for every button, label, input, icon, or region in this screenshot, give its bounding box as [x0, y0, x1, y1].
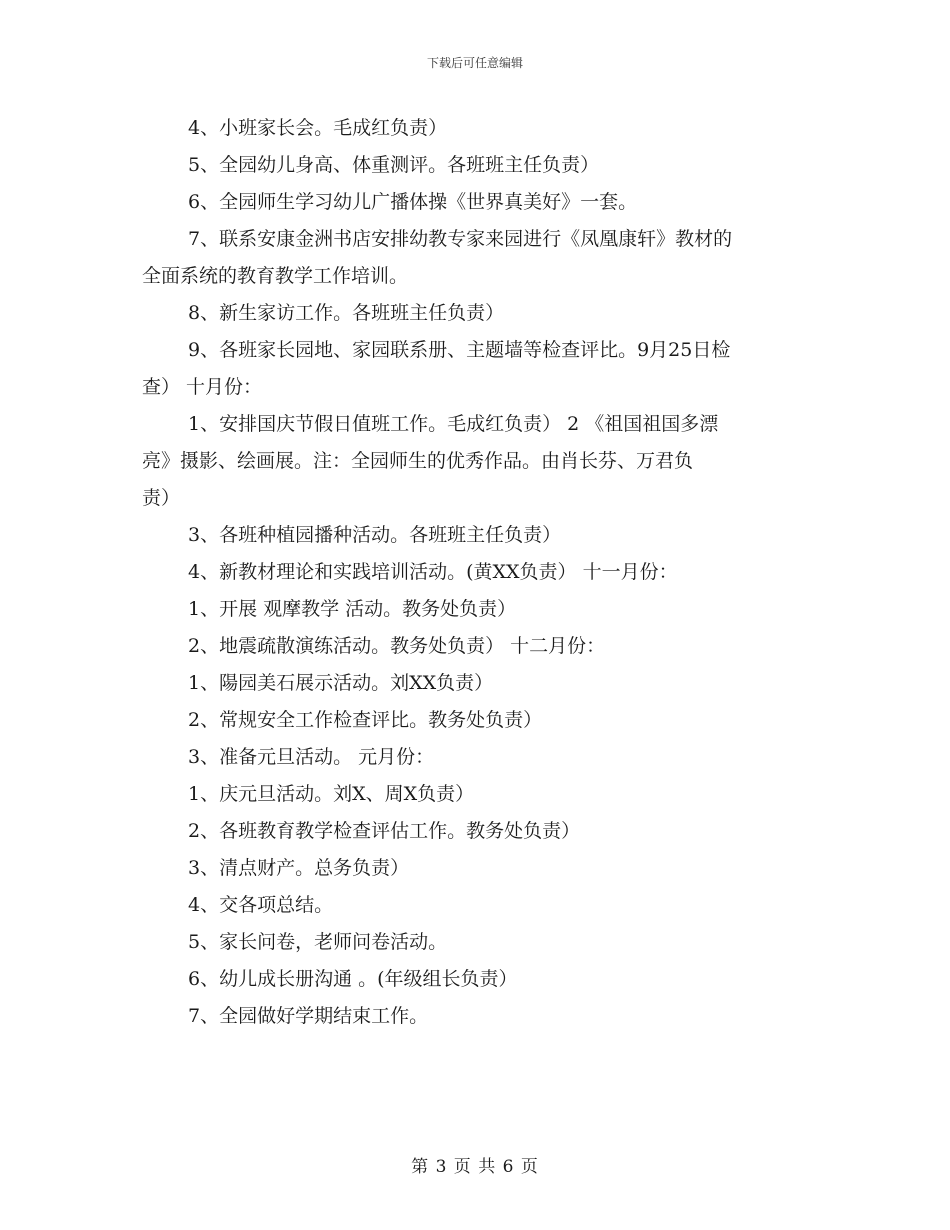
text-line: 1、开展 观摩教学 活动。教务处负责）	[188, 598, 517, 620]
text-line: 1、庆元旦活动。刘X、周X负责）	[188, 783, 475, 805]
text-line: 9、各班家长园地、家园联系册、主题墙等检查评比。9月25日检	[188, 339, 731, 361]
text-line: 7、全园做好学期结束工作。	[188, 1005, 429, 1027]
text-line: 2、地震疏散演练活动。教务处负责） 十二月份：	[188, 635, 606, 657]
text-line: 2、常规安全工作检查评比。教务处负责）	[188, 709, 543, 731]
text-line: 1、陽园美石展示活动。刘XX负责）	[188, 672, 494, 694]
text-line: 6、全园师生学习幼儿广播体操《世界真美好》一套。	[188, 191, 638, 213]
text-line: 亮》摄影、绘画展。注：全园师生的优秀作品。由肖长芬、万君负	[142, 450, 694, 472]
document-body	[142, 110, 814, 1035]
text-line: 7、联系安康金洲书店安排幼教专家来园进行《凤凰康轩》教材的	[188, 228, 733, 250]
text-line: 1、安排国庆节假日值班工作。毛成红负责） 2 《祖国祖国多漂	[188, 413, 719, 435]
text-line: 2、各班教育教学检查评估工作。教务处负责）	[188, 820, 581, 842]
header-note: 下载后可任意编辑	[426, 56, 523, 70]
text-line: 3、清点财产。总务负责）	[188, 857, 410, 879]
text-line: 全面系统的教育教学工作培训。	[142, 265, 409, 287]
text-line: 责）	[142, 487, 181, 509]
text-line: 4、交各项总结。	[188, 894, 334, 916]
text-line: 3、各班种植园播种活动。各班班主任负责）	[188, 524, 562, 546]
page-number-footer: 第 3 页 共 6 页	[411, 1157, 539, 1177]
text-line: 5、家长问卷，老师问卷活动。	[188, 931, 448, 953]
text-line: 8、新生家访工作。各班班主任负责）	[188, 302, 505, 324]
text-line: 4、小班家长会。毛成红负责）	[188, 117, 448, 139]
text-line: 5、全园幼儿身高、体重测评。各班班主任负责）	[188, 154, 600, 176]
text-line: 6、幼儿成长册沟通 。(年级组长负责）	[188, 968, 518, 990]
text-line: 查） 十月份：	[142, 376, 263, 398]
text-line: 3、准备元旦活动。 元月份：	[188, 746, 435, 768]
text-line: 4、新教材理论和实践培训活动。(黄XX负责） 十一月份：	[188, 561, 678, 583]
